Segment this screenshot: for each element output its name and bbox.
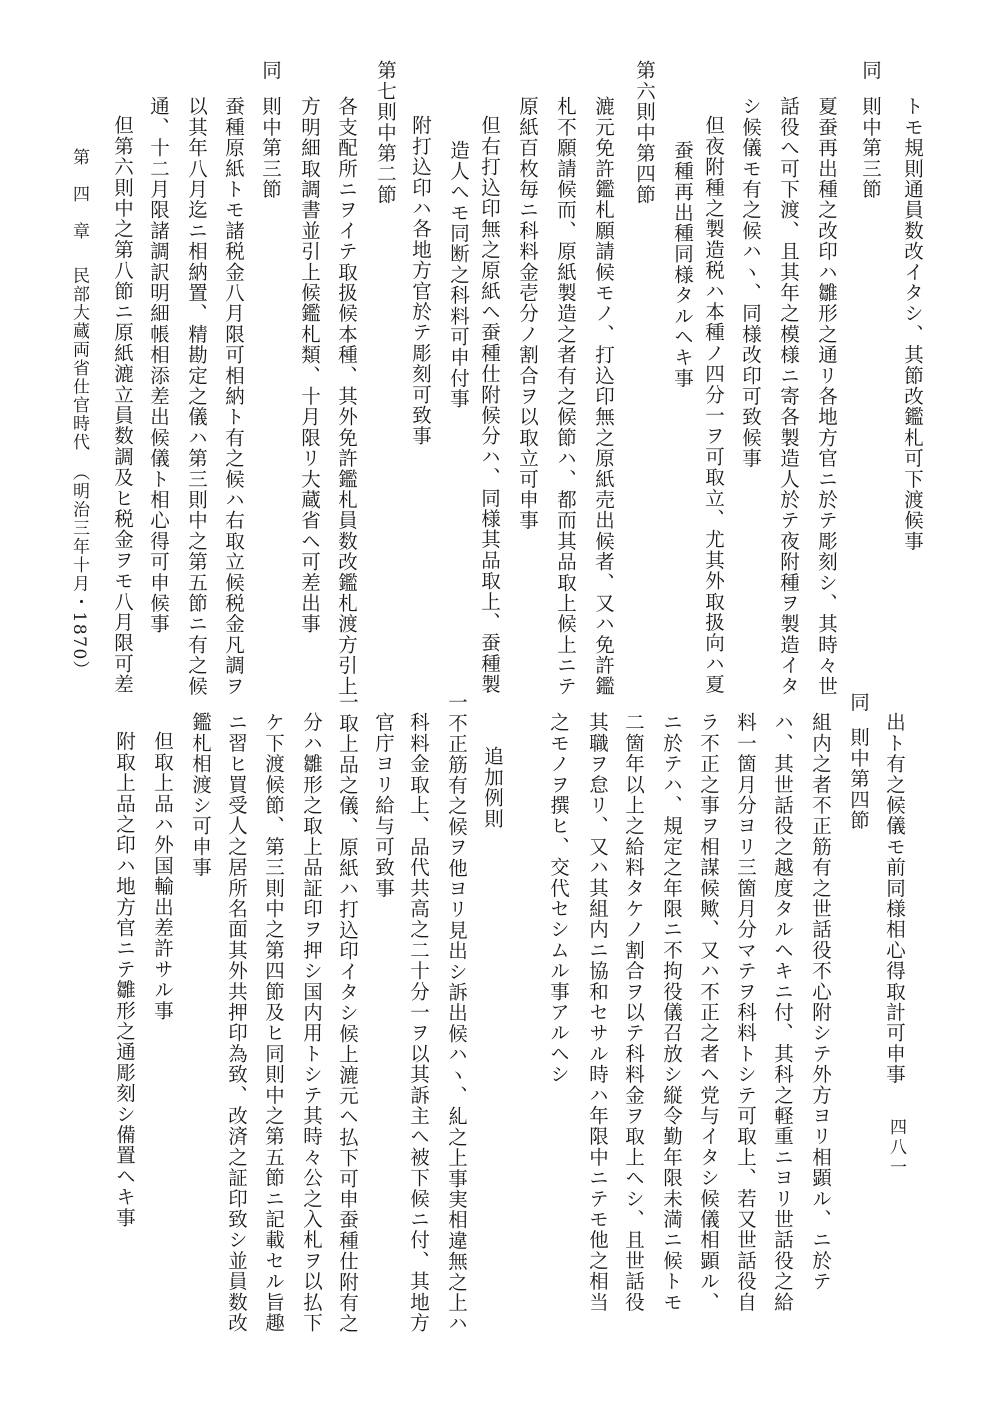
- upper-text-column: トモ規則通員数改イタシ、其節改鑑札可下渡候事: [901, 96, 924, 552]
- lower-text-column: 官庁ヨリ給与可致事: [372, 712, 395, 899]
- upper-text-column: 第七則中第二節: [374, 60, 397, 205]
- upper-text-column: 但右打込印無之原紙ヘ蚕種仕附候分ハ、同様其品取上、蚕種製: [478, 115, 501, 695]
- upper-text-column: 附打込印ハ各地方官於テ彫刻可致事: [409, 115, 432, 447]
- upper-text-column: 但夜附種之製造税ハ本種ノ四分一ヲ可取立、尤其外取扱向ハ夏: [702, 115, 725, 695]
- lower-text-column: 但取上品ハ外国輸出差許サル事: [151, 731, 174, 1021]
- upper-text-column: 第六則中第四節: [633, 60, 656, 205]
- lower-text-column: 其職ヲ怠リ、又ハ其組内ニ協和セサル時ハ年限中ニテモ他之相当: [586, 712, 609, 1313]
- lower-text-column: 一不正筋有之候ヲ他ヨリ見出シ訴出候ハヽ、糺之上事実相違無之上ハ: [445, 692, 468, 1334]
- upper-text-column: 但第六則中之第八節ニ原紙漉立員数調及ヒ税金ヲモ八月限可差: [111, 115, 134, 695]
- lower-text-column: ケ下渡候節、第三則中之第四節及ヒ同則中之第五節ニ記載セル旨趣: [262, 712, 285, 1333]
- lower-text-column: 之モノヲ撰ヒ、交代セシムル事アルヘシ: [547, 712, 570, 1085]
- upper-text-column: 通、十二月限諸調訳明細帳相添差出候儀ト相心得可申候事: [147, 96, 170, 635]
- lower-text-column: 附取上品之印ハ地方官ニテ雛形之通彫刻シ備置ヘキ事: [113, 731, 136, 1228]
- upper-text-column: 話役へ可下渡、且其年之模様ニ寄各製造人於テ夜附種ヲ製造イタ: [777, 96, 800, 697]
- running-header: [68, 148, 90, 679]
- lower-text-column: 組内之者不正筋有之世話役不心附シテ外方ヨリ相顕ル、ニ於テ: [809, 712, 832, 1292]
- upper-text-column: 原紙百枚毎ニ科料金壱分ノ割合ヲ以取立可申事: [516, 96, 539, 531]
- upper-text-column: 方明細取調書並引上候鑑札類、十月限リ大蔵省ヘ可差出事: [298, 96, 321, 635]
- upper-text-column: 以其年八月迄ニ相納置、精勘定之儀ハ第三則中之第五節ニ有之候: [185, 96, 208, 697]
- upper-text-column: 蚕種再出種同様タルヘキ事: [671, 140, 694, 389]
- chapter-label: 第 四 章: [69, 148, 89, 241]
- lower-text-column: 追加例則: [481, 746, 504, 829]
- page-number: 四八一: [886, 1118, 906, 1178]
- upper-text-column: 札不願請候而、原紙製造之者有之候節ハ、都而其品取上候上ニテ: [554, 96, 577, 697]
- lower-text-column: 分ハ雛形之取上品証印ヲ押シ国内用トシテ其時々公之入札ヲ以払下: [300, 712, 323, 1333]
- lower-text-column: 鑑札相渡シ可申事: [189, 712, 212, 878]
- lower-text-column: ニ於テハ、規定之年限ニ不拘役儀召放シ縦令勤年限未満ニ候トモ: [660, 712, 683, 1313]
- lower-text-column: 同: [847, 692, 870, 713]
- lower-text-column: ラ不正之事ヲ相謀候歟、又ハ不正之者ヘ党与イタシ候儀相顕ル、: [697, 712, 720, 1313]
- upper-text-column: 同: [859, 60, 882, 81]
- lower-text-column: 二箇年以上之給料タケノ割合ヲ以テ科料金ヲ取上ヘシ、且世話役: [622, 712, 645, 1313]
- lower-text-column: 科料金取上、品代共高之二十分一ヲ以其訴主ヘ被下候ニ付、其地方: [407, 712, 430, 1333]
- upper-text-column: 同: [259, 60, 282, 81]
- upper-text-column: シ候儀モ有之候ハヽ、同様改印可致候事: [739, 96, 762, 469]
- upper-text-column: 各支配所ニヲイテ取扱候本種、其外免許鑑札員数改鑑札渡方引上: [335, 96, 358, 697]
- upper-text-column: 蚕種原紙トモ諸税金八月限可相納ト有之候ハ右取立候税金凡調ヲ: [222, 96, 245, 697]
- upper-text-column: 則中第三節: [259, 96, 282, 200]
- lower-text-column: 料一箇月分ヨリ三箇月分マテヲ科料トシテ可取上、若又世話役自: [734, 712, 757, 1313]
- lower-text-column: 則中第四節: [847, 727, 870, 831]
- chapter-title: 民部大蔵両省仕官時代: [69, 266, 89, 452]
- lower-text-column: 一取上品之儀、原紙ハ打込印イタシ候上漉元ヘ払下可申蚕種仕附有之: [336, 692, 359, 1334]
- upper-text-column: 則中第三節: [859, 96, 882, 200]
- lower-text-column: ニ習ヒ買受人之居所名面其外共押印為致、改済之証印致シ並員数改: [225, 712, 248, 1333]
- chapter-date: （明治三年十月・1870）: [69, 463, 89, 680]
- upper-text-column: 夏蚕再出種之改印ハ雛形之通リ各地方官ニ於テ彫刻シ、其時々世: [815, 96, 838, 697]
- upper-text-column: 造人ヘモ同断之科料可申付事: [447, 140, 470, 410]
- lower-text-column: ハ、其世話役之越度タルヘキニ付、其科之軽重ニヨリ世話役之給: [771, 712, 794, 1313]
- upper-text-column: 漉元免許鑑札願請候モノ、打込印無之原紙売出候者、又ハ免許鑑: [592, 96, 615, 697]
- lower-text-column: 出ト有之候儀モ前同様相心得取計可申事: [883, 712, 906, 1085]
